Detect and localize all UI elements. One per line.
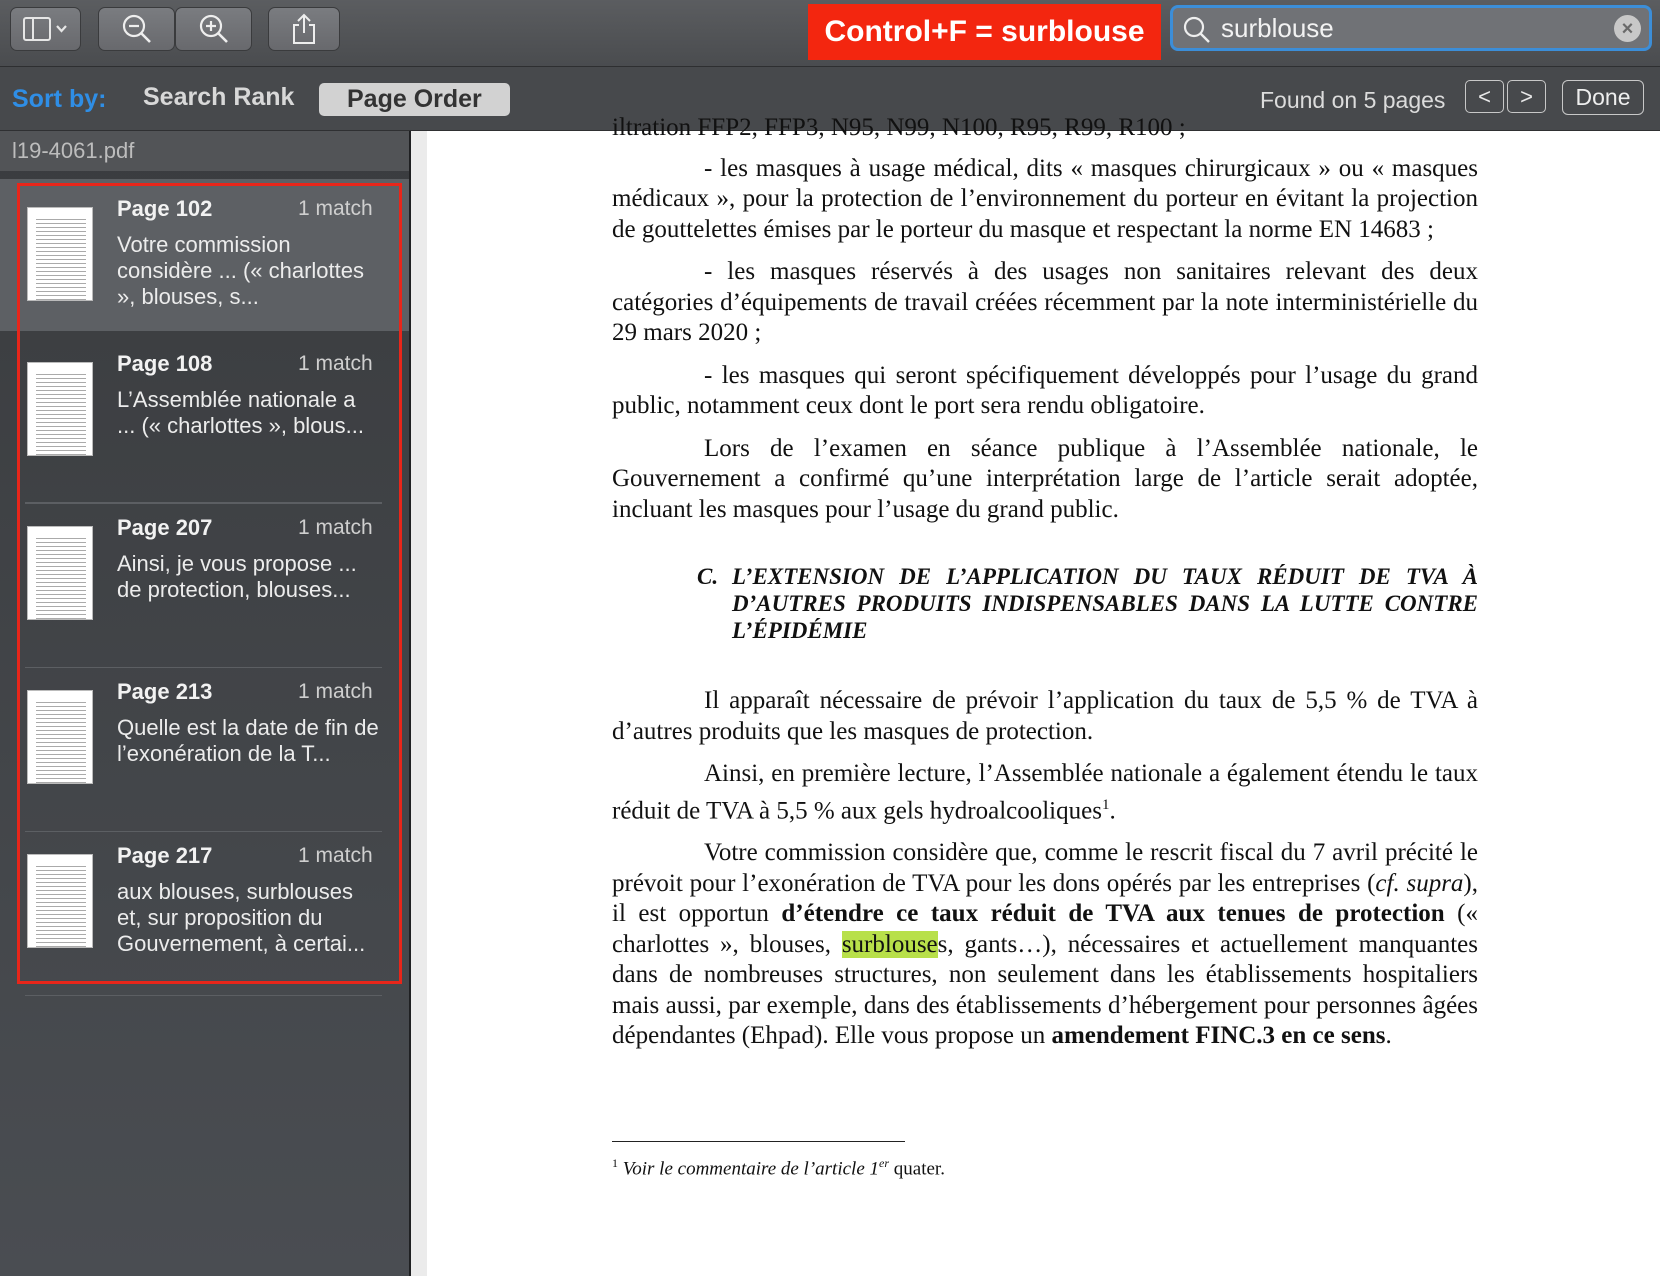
share-button[interactable] <box>268 7 340 51</box>
sort-option-page-order[interactable]: Page Order <box>319 83 510 116</box>
paragraph <box>612 838 1478 1052</box>
heading-text: L’EXTENSION DE L’APPLICATION DU TAUX RÉDUIT DE TVA À D’AUTRES PRODUITS INDISPENSABLES DANS LA LUTTE CONTRE L’ÉPIDÉMIE <box>732 564 1478 643</box>
paragraph-text: . <box>1109 796 1116 824</box>
search-icon <box>1183 16 1211 44</box>
chevron-left-icon: < <box>1478 83 1491 109</box>
result-page-number: Page 213 <box>117 679 213 704</box>
zoom-in-icon <box>198 13 230 45</box>
footnote-sup: er <box>879 1156 890 1170</box>
sidebar-toggle-button[interactable] <box>10 7 81 51</box>
paragraph: Lors de l’examen en séance publique à l’Assemblée nationale, le Gouvernement a confirmé qu’une interprétation large de l’article serait adoptée, incluant les masques pour l’usage du grand public. <box>612 434 1478 523</box>
done-button[interactable]: Done <box>1562 80 1644 115</box>
footnote-text: Voir le commentaire de l’article 1 <box>618 1158 880 1180</box>
zoom-in-button[interactable] <box>175 7 252 51</box>
footnote-ref[interactable]: 1 <box>1101 796 1110 813</box>
previous-match-button[interactable] <box>1465 80 1504 113</box>
paragraph-text: Votre commission considère que, comme le rescrit fiscal du 7 avril précité le prévoit pour l’exonération de TVA pour les dons opérés par les entreprises ( <box>612 839 1478 897</box>
footnote-separator <box>612 1141 905 1142</box>
result-match-count: 1 match <box>298 680 373 703</box>
result-snippet: Quelle est la date de fin de l’exonération de la T... <box>117 715 379 766</box>
heading-letter: C. <box>697 564 719 589</box>
results-highlight-box <box>17 183 402 984</box>
result-page-number: Page 217 <box>117 843 213 868</box>
result-snippet: L’Assemblée nationale a ... (« charlottes », blous... <box>117 387 365 438</box>
toolbar <box>0 0 1660 67</box>
italic-text: cf. supra <box>1375 869 1464 897</box>
result-match-count: 1 match <box>298 516 373 539</box>
paragraph-text: s, gants…), nécessaires et actuellement manquantes dans de nombreuses structures, non seulement dans les établissements hospitaliers mais aussi, par exemple, dans des établissements d’hébergement pour personnes âgées dépendantes (Ehpad). Elle vous propose un <box>612 930 1478 1050</box>
result-match-count: 1 match <box>298 844 373 867</box>
bold-text: amendement FINC.3 en ce sens <box>1051 1022 1386 1050</box>
file-name-header: l19-4061.pdf <box>0 131 410 171</box>
paragraph <box>612 759 1478 826</box>
search-match-highlight: surblouse <box>841 930 938 958</box>
document-view[interactable] <box>411 114 1660 1276</box>
results-count: Found on 5 pages <box>1260 87 1446 113</box>
sidebar-icon <box>23 15 69 43</box>
result-match-count: 1 match <box>298 197 373 220</box>
search-results-sidebar <box>0 131 410 1276</box>
zoom-out-button[interactable] <box>98 7 175 51</box>
document-page <box>612 113 1478 1052</box>
result-page-number: Page 108 <box>117 351 213 376</box>
page-text-cut: iltration FFP2, FFP3, N95, N99, N100, R95, R99, R100 ; <box>612 114 1186 141</box>
next-match-button[interactable] <box>1507 80 1546 113</box>
sort-label: Sort by: <box>12 85 107 113</box>
result-snippet: aux blouses, surblouses et, sur proposition du Gouvernement, à certai... <box>117 879 366 956</box>
paragraph-text: ), il est opportun <box>612 869 1478 928</box>
result-page-number: Page 102 <box>117 196 213 221</box>
share-icon <box>290 13 318 45</box>
paragraph-text: (« charlottes », blouses, <box>612 900 1478 958</box>
result-match-count: 1 match <box>298 352 373 375</box>
section-heading <box>612 563 1478 644</box>
bold-text: d’étendre ce taux réduit de TVA aux tenues de protection <box>781 900 1445 928</box>
paragraph: - les masques à usage médical, dits « masques chirurgicaux » ou « masques médicaux », pour la protection de l’environnement du porteur en évitant la projection de gouttelettes émises par le porteur du masque et respectant la norme EN 14683 ; <box>612 154 1478 243</box>
paragraph: Il apparaît nécessaire de prévoir l’application du taux de 5,5 % de TVA à d’autres produits que les masques de protection. <box>612 687 1478 745</box>
zoom-out-icon <box>121 13 153 45</box>
paragraph: - les masques réservés à des usages non sanitaires relevant des deux catégories d’équipements de travail créées récemment par la note interministérielle du 29 mars 2020 ; <box>612 258 1478 346</box>
paragraph-text: Ainsi, en première lecture, l’Assemblée nationale a également étendu le taux réduit de TVA à 5,5 % aux gels hydroalcooliques <box>612 760 1478 824</box>
search-input[interactable] <box>1221 12 1581 44</box>
paragraph: - les masques qui seront spécifiquement développés pour l’usage du grand public, notamment ceux dont le port sera rendu obligatoire. <box>612 361 1478 419</box>
chevron-right-icon: > <box>1520 83 1533 109</box>
footnote-number: 1 <box>612 1156 618 1170</box>
footnote-text: quater. <box>889 1158 945 1180</box>
search-field[interactable] <box>1170 5 1652 51</box>
paragraph-text: . <box>1385 1022 1392 1050</box>
annotation-banner: Control+F = surblouse <box>808 4 1161 60</box>
divider <box>25 995 382 996</box>
sort-option-search-rank[interactable]: Search Rank <box>143 83 295 111</box>
clear-search-icon[interactable]: × <box>1614 15 1641 42</box>
result-snippet: Ainsi, je vous propose ... de protection, blouses... <box>117 551 357 602</box>
footnote <box>612 1156 945 1180</box>
result-page-number: Page 207 <box>117 515 213 540</box>
result-snippet: Votre commission considère ... (« charlottes », blouses, s... <box>117 232 365 309</box>
